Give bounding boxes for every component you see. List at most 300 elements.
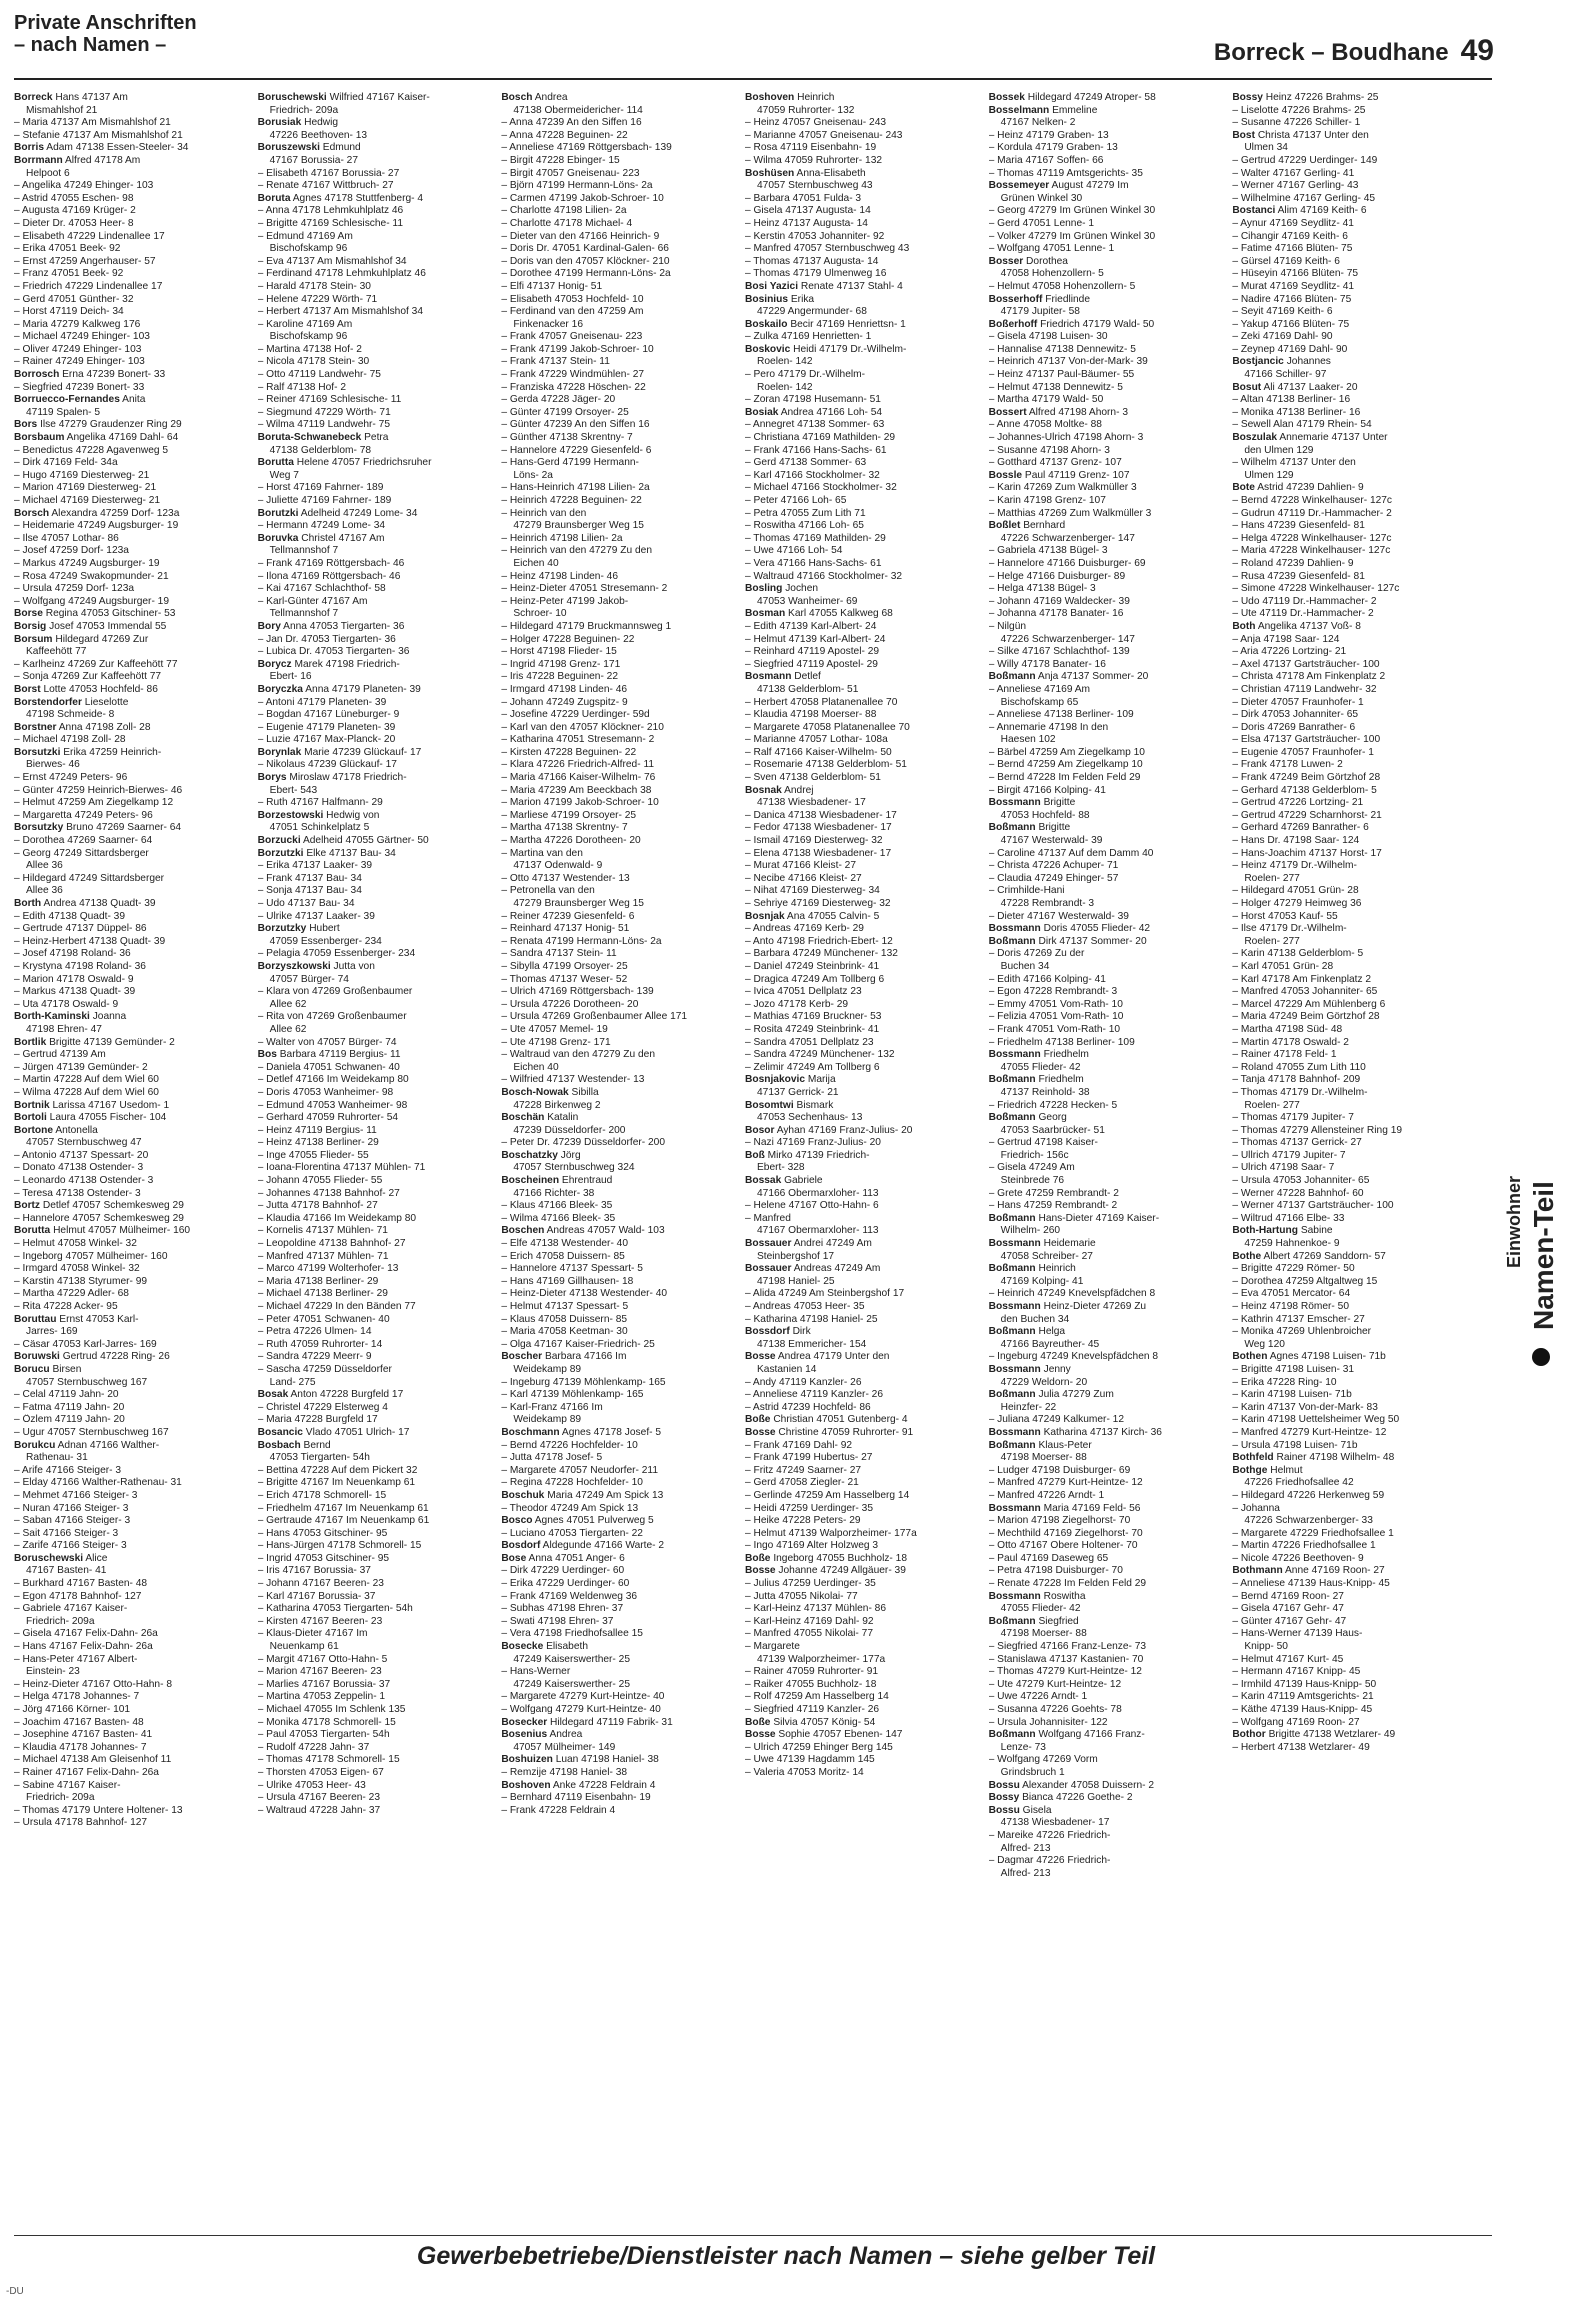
entry-surname: Boßlet	[988, 520, 1021, 532]
entry-details: 47059 Ruhrorter- 132	[757, 104, 855, 116]
directory-entry	[258, 1515, 492, 1528]
entry-details: 47138 Wiesbadener- 17	[1000, 1817, 1110, 1829]
entry-surname: Bosling	[745, 583, 783, 595]
entry-details: Allee 62	[269, 1023, 307, 1035]
entry-details: – Helmut 47137 Spessart- 5	[501, 1301, 629, 1312]
directory-entry	[501, 382, 735, 395]
entry-details: – Bogdan 47167 Lüneburger- 9	[257, 709, 400, 721]
directory-entry	[745, 1742, 979, 1755]
entry-details: – Erika 47051 Beek- 92	[14, 243, 121, 255]
directory-entry	[258, 835, 492, 848]
entry-details: – Kordula 47179 Graben- 13	[988, 142, 1118, 154]
directory-entry	[1232, 470, 1466, 483]
entry-details: Rathenau- 31	[26, 1452, 88, 1464]
entry-details: – Sibylla 47199 Orsoyer- 25	[501, 960, 628, 972]
entry-details: – Juliana 47249 Kalkumer- 12	[988, 1414, 1125, 1426]
directory-entry	[989, 1578, 1223, 1591]
entry-details: – Ingeborg 47057 Mülheimer- 160	[14, 1250, 168, 1262]
entry-details: – Pelagia 47059 Essenberger- 234	[257, 948, 416, 960]
entry-surname: Bossmann	[988, 1502, 1041, 1514]
directory-entry	[745, 885, 979, 898]
entry-details: Ali 47137 Laaker- 20	[1263, 381, 1358, 393]
directory-entry	[989, 1100, 1223, 1113]
directory-entry	[258, 482, 492, 495]
directory-entry	[989, 1062, 1223, 1075]
entry-details: Karl 47055 Kalkweg 68	[788, 608, 893, 620]
entry-details: – Günther 47138 Skrentny- 7	[501, 432, 633, 444]
directory-entry	[258, 898, 492, 911]
directory-entry	[745, 1200, 979, 1213]
entry-details: Wilhelm- 260	[1000, 1225, 1061, 1237]
entry-details: – Ursula Johannisiter- 122	[988, 1716, 1108, 1728]
entry-surname: Bosse	[745, 1729, 776, 1741]
directory-entry	[258, 1616, 492, 1629]
directory-entry	[501, 571, 735, 584]
entry-details: – Sven 47138 Gelderblom- 51	[745, 772, 881, 784]
entry-surname: Bosch	[501, 92, 533, 103]
entry-details: – Rusa 47239 Giesenfeld- 81	[1232, 570, 1365, 582]
entry-surname: Bortlik	[14, 1036, 47, 1048]
directory-entry	[989, 1666, 1223, 1679]
directory-entry	[14, 1402, 248, 1415]
entry-details: – Anna 47178 Lehmkuhlplatz 46	[257, 205, 404, 217]
entry-details: – Elsa 47137 Gartsträucher- 100	[1232, 734, 1381, 746]
directory-entry	[1232, 759, 1466, 772]
directory-entry	[1232, 268, 1466, 281]
entry-details: – Hüseyin 47166 Blüten- 75	[1232, 268, 1359, 280]
entry-details: – Ute 47057 Memel- 19	[501, 1023, 608, 1035]
directory-entry	[14, 281, 248, 294]
entry-details: – Ulrike 47053 Heer- 43	[257, 1779, 366, 1791]
directory-entry	[501, 193, 735, 206]
entry-details: – Heinz-Peter 47199 Jakob-	[501, 595, 629, 607]
directory-entry	[1232, 1351, 1466, 1364]
entry-details: – Ruth 47167 Halfmann- 29	[257, 797, 383, 809]
entry-details: – Irmhild 47139 Haus-Knipp- 50	[1232, 1678, 1377, 1690]
entry-details: 47058 Schreiber- 27	[1000, 1250, 1093, 1262]
directory-entry	[745, 1037, 979, 1050]
directory-entry	[258, 671, 492, 684]
entry-details: – Nicola 47178 Stein- 30	[257, 356, 370, 368]
directory-entry	[14, 1666, 248, 1679]
directory-entry	[501, 1339, 735, 1352]
entry-details: – Gertrud 47198 Kaiser-	[988, 1137, 1098, 1149]
entry-details: – Hermann 47167 Knipp- 45	[1232, 1666, 1361, 1678]
directory-entry	[14, 1251, 248, 1264]
directory-entry	[1232, 1377, 1466, 1390]
entry-details: 47228 Birkenweg 2	[513, 1099, 601, 1111]
entry-details: – Helga 47138 Bügel- 3	[988, 583, 1096, 595]
directory-entry	[501, 1225, 735, 1238]
entry-details: – Ioana-Florentina 47137 Mühlen- 71	[257, 1162, 426, 1174]
entry-details: – Hans-Gerd 47199 Hermann-	[501, 457, 639, 469]
directory-entry	[1232, 1452, 1466, 1465]
entry-details: – Gertrud 47229 Scharnhorst- 21	[1232, 809, 1382, 821]
entry-details: 47166 Bayreuther- 45	[1000, 1338, 1100, 1350]
entry-details: Bruno 47269 Saarner- 64	[66, 822, 182, 834]
entry-details: – Sonja 47137 Bau- 34	[257, 885, 362, 897]
entry-details: – Grete 47259 Rembrandt- 2	[988, 1187, 1119, 1199]
directory-entry	[989, 1792, 1223, 1805]
entry-details: – Leonardo 47138 Ostender- 3	[14, 1175, 154, 1187]
directory-entry	[14, 419, 248, 432]
directory-entry	[1232, 936, 1466, 949]
entry-details: 47058 Hohenzollern- 5	[1000, 268, 1104, 280]
directory-entry	[14, 319, 248, 332]
entry-details: Maria 47249 Am Spick 13	[547, 1489, 664, 1501]
entry-details: – Necibe 47166 Kleist- 27	[745, 872, 862, 884]
directory-entry	[989, 785, 1223, 798]
entry-details: Roswitha	[1043, 1590, 1086, 1602]
entry-details: – Maria 47167 Soffen- 66	[988, 154, 1104, 166]
directory-entry	[14, 797, 248, 810]
directory-entry	[1232, 1125, 1466, 1138]
entry-surname: Bossauer	[745, 1238, 792, 1250]
entry-details: – Margarete 47279 Kurt-Heintze- 40	[501, 1691, 665, 1703]
entry-surname: Borutzki	[257, 507, 299, 519]
directory-entry	[501, 495, 735, 508]
directory-entry	[258, 646, 492, 659]
entry-details: Steinbergshof 17	[757, 1250, 835, 1262]
entry-details: Ana 47055 Calvin- 5	[786, 910, 880, 922]
directory-entry	[1232, 1616, 1466, 1629]
entry-details: – Johanna 47178 Banater- 16	[988, 608, 1124, 620]
directory-entry	[989, 382, 1223, 395]
entry-details: – Marion 47199 Jakob-Schroer- 10	[501, 797, 659, 809]
entry-details: – Wilma 47059 Ruhrorter- 132	[745, 154, 883, 166]
directory-entry	[1232, 873, 1466, 886]
entry-details: – Friedhelm 47167 Im Neuenkamp 61	[257, 1502, 429, 1514]
directory-entry	[501, 608, 735, 621]
entry-details: 47169 Kolping- 41	[1000, 1275, 1084, 1287]
directory-entry	[501, 1477, 735, 1490]
entry-details: – Susanna 47226 Goehts- 78	[988, 1704, 1122, 1715]
entry-details: 47179 Jupiter- 58	[1000, 306, 1080, 318]
entry-details: – Karin 47138 Gelderblom- 5	[1232, 948, 1364, 960]
directory-entry	[501, 1389, 735, 1402]
directory-entry	[989, 961, 1223, 974]
directory-entry	[501, 1465, 735, 1478]
directory-entry	[14, 545, 248, 558]
directory-entry	[745, 1276, 979, 1289]
directory-entry	[501, 1616, 735, 1629]
directory-entry	[501, 1351, 735, 1364]
entry-details: 47198 Schmeide- 8	[26, 709, 115, 721]
entry-details: – Nazi 47169 Franz-Julius- 20	[745, 1137, 881, 1149]
directory-entry	[1232, 785, 1466, 798]
entry-surname: Borstner	[14, 721, 57, 733]
directory-entry	[501, 936, 735, 949]
directory-entry	[14, 1150, 248, 1163]
entry-details: Wilfried 47167 Kaiser-	[329, 92, 430, 103]
entry-surname: Bossauer	[745, 1263, 792, 1275]
entry-details: – Ferdinand 47178 Lehmkuhlplatz 46	[257, 268, 426, 280]
directory-entry	[1232, 432, 1466, 445]
directory-entry	[258, 92, 492, 105]
entry-details: – Kirsten 47228 Beguinen- 22	[501, 746, 637, 758]
directory-entry	[1232, 1414, 1466, 1427]
entry-details: – Gerd 47138 Sommer- 63	[745, 457, 867, 469]
entry-details: – Monika 47138 Berliner- 16	[1232, 406, 1361, 418]
entry-details: Heinz-Dieter 47269 Zu	[1043, 1301, 1147, 1312]
entry-details: – Thomas 47179 Untere Holtener- 13	[14, 1804, 183, 1816]
entry-details: – Frank 47199 Hubertus- 27	[745, 1452, 873, 1464]
directory-entry	[14, 243, 248, 256]
entry-details: – Ulrike 47137 Laaker- 39	[257, 910, 375, 922]
directory-entry	[258, 747, 492, 760]
entry-details: – Altan 47138 Berliner- 16	[1232, 394, 1351, 406]
entry-details: – Jan Dr. 47053 Tiergarten- 36	[257, 633, 396, 645]
entry-details: – Antoni 47179 Planeten- 39	[257, 696, 387, 708]
entry-details: Andrea 47179 Unter den	[777, 1351, 890, 1363]
directory-entry	[1232, 482, 1466, 495]
entry-details: – Arife 47166 Steiger- 3	[14, 1464, 122, 1476]
directory-entry	[258, 1049, 492, 1062]
entry-details: – Doris 47269 Zu der	[988, 948, 1085, 960]
directory-entry	[14, 1175, 248, 1188]
directory-entry	[745, 382, 979, 395]
directory-entry	[501, 671, 735, 684]
entry-details: – Regina 47228 Hochfelder- 10	[501, 1477, 643, 1489]
entry-details: – Hildegard 47226 Herkenweg 59	[1232, 1489, 1385, 1501]
entry-details: – Wolfgang 47051 Lenne- 1	[988, 243, 1115, 255]
entry-surname: Bossmann	[988, 1301, 1041, 1312]
entry-surname: Bosse	[745, 1351, 776, 1363]
directory-entry	[989, 92, 1223, 105]
directory-entry	[989, 470, 1223, 483]
section-title-line2: – nach Namen –	[14, 34, 167, 56]
directory-entry	[258, 218, 492, 231]
entry-details: Brigitte 47139 Gemünder- 2	[49, 1036, 175, 1048]
directory-entry	[1232, 457, 1466, 470]
directory-entry	[14, 659, 248, 672]
directory-entry	[501, 1427, 735, 1440]
entry-details: – Wilfried 47137 Westender- 13	[501, 1074, 645, 1086]
entry-details: – Martha 47179 Wald- 50	[988, 394, 1104, 406]
entry-details: Friedrich- 156c	[1000, 1149, 1069, 1161]
entry-details: – Karl 47166 Stockholmer- 32	[745, 469, 880, 481]
entry-details: – Gabriele 47167 Kaiser-	[14, 1603, 128, 1615]
entry-details: 47259 Hahnenkoe- 9	[1244, 1238, 1340, 1250]
directory-entry	[745, 558, 979, 571]
directory-entry	[745, 1440, 979, 1453]
entry-surname: Borzestowski	[257, 809, 324, 821]
entry-details: – Rainer 47249 Ehinger- 103	[14, 356, 145, 368]
entry-details: – Wilhelm 47137 Unter den	[1232, 457, 1356, 469]
entry-details: Friedrich- 209a	[26, 1792, 95, 1804]
entry-details: 47167 Borussia- 27	[269, 154, 359, 166]
directory-entry	[1232, 1188, 1466, 1201]
entry-details: – Gerlinde 47259 Am Hasselberg 14	[745, 1489, 910, 1501]
entry-details: – Heinz 47179 Graben- 13	[988, 129, 1109, 141]
directory-entry	[14, 205, 248, 218]
entry-details: – Frank 47249 Beim Görtzhof 28	[1232, 772, 1381, 784]
entry-details: Alfred- 213	[1000, 1867, 1051, 1879]
entry-details: – Helmut 47139 Karl-Albert- 24	[745, 633, 886, 645]
entry-details: 47166 Obermarxloher- 113	[757, 1187, 879, 1199]
entry-details: – Brigitte 47169 Schlesische- 11	[257, 217, 404, 229]
entry-details: – Mareike 47226 Friedrich-	[988, 1829, 1111, 1841]
directory-entry	[745, 508, 979, 521]
entry-details: – Heinz-Dieter 47167 Otto-Hahn- 8	[14, 1678, 172, 1690]
entry-details: – Edith 47166 Kolping- 41	[988, 973, 1106, 985]
entry-details: – Seyit 47169 Keith- 6	[1232, 306, 1333, 318]
directory-entry	[501, 1628, 735, 1641]
directory-entry	[745, 1074, 979, 1087]
directory-entry	[258, 684, 492, 697]
directory-entry	[258, 848, 492, 861]
directory-entry	[745, 356, 979, 369]
entry-details: – Jörg 47166 Körner- 101	[14, 1704, 131, 1715]
entry-details: – Heinz 47179 Dr.-Wilhelm-	[1232, 860, 1357, 872]
entry-details: Finkenacker 16	[513, 318, 583, 330]
entry-details: Lotte 47053 Hochfeld- 86	[43, 683, 158, 695]
entry-details: – Edmund 47053 Wanheimer- 98	[257, 1099, 408, 1111]
entry-details: – Hans 47259 Rembrandt- 2	[988, 1200, 1118, 1212]
entry-details: Albert 47269 Sanddorn- 57	[1263, 1250, 1386, 1262]
entry-details: – Thomas 47119 Amtsgerichts- 35	[988, 167, 1143, 179]
directory-entry	[501, 1440, 735, 1453]
directory-entry	[258, 445, 492, 458]
entry-details: – Marion 47178 Oswald- 9	[14, 973, 134, 985]
entry-details: Helmut	[1270, 1464, 1303, 1476]
directory-entry	[745, 1565, 979, 1578]
entry-details: – Manfred 47279 Kurt-Heintze- 12	[988, 1477, 1143, 1489]
directory-entry	[258, 382, 492, 395]
directory-entry	[258, 571, 492, 584]
entry-surname: Boß	[745, 1149, 765, 1161]
entry-details: – Heinz 47137 Paul-Bäumer- 55	[988, 369, 1135, 381]
directory-entry	[258, 331, 492, 344]
directory-entry	[14, 697, 248, 710]
directory-entry	[14, 1817, 248, 1830]
entry-surname: Boßmann	[988, 822, 1036, 834]
directory-entry	[14, 331, 248, 344]
entry-details: Renate 47137 Stahl- 4	[800, 280, 903, 292]
entry-details: – Georg 47249 Sittardsberger	[14, 847, 149, 859]
entry-details: 47053 Hochfeld- 88	[1000, 809, 1090, 821]
entry-surname: Boschän	[501, 1112, 545, 1124]
entry-details: Anne 47169 Roon- 27	[1284, 1565, 1385, 1577]
entry-details: – Barbara 47249 Münchener- 132	[745, 948, 898, 960]
entry-details: – Rainer 47178 Feld- 1	[1232, 1049, 1337, 1061]
entry-surname: Borris	[14, 142, 45, 154]
entry-details: – Käthe 47139 Haus-Knipp- 45	[1232, 1704, 1373, 1715]
directory-entry	[258, 634, 492, 647]
entry-details: Andrea	[549, 1729, 583, 1741]
directory-entry	[989, 231, 1223, 244]
directory-entry	[745, 1364, 979, 1377]
entry-details: Weg 120	[1244, 1338, 1285, 1350]
directory-entry	[258, 1465, 492, 1478]
directory-entry	[258, 1717, 492, 1730]
entry-details: – Reiner 47169 Schlesische- 11	[257, 394, 402, 406]
directory-entry	[258, 1578, 492, 1591]
entry-surname: Boße	[745, 1552, 771, 1564]
entry-details: – Wilma 47228 Auf dem Wiel 60	[14, 1086, 159, 1098]
entry-details: – Anneliese 47169 Am	[988, 683, 1091, 695]
entry-details: – Frank 47137 Stein- 11	[501, 356, 610, 368]
directory-entry	[1232, 419, 1466, 432]
entry-details: Gabriele	[784, 1175, 823, 1187]
entry-details: – Alida 47249 Am Steinbergshof 17	[745, 1288, 905, 1300]
directory-entry	[14, 1641, 248, 1654]
entry-details: – Roland 47055 Zum Lith 110	[1232, 1061, 1366, 1073]
entry-details: – Celal 47119 Jahn- 20	[14, 1389, 119, 1401]
entry-details: – Marion 47167 Beeren- 23	[257, 1666, 382, 1678]
entry-details: – Felizia 47051 Vom-Rath- 10	[988, 1011, 1124, 1023]
entry-surname: Bosancic	[257, 1426, 303, 1438]
directory-entry	[1232, 722, 1466, 735]
directory-entry	[14, 1427, 248, 1440]
directory-entry	[501, 1364, 735, 1377]
entry-details: 47138 Gelderblom- 78	[269, 444, 372, 456]
entry-details: – Claudia 47249 Ehinger- 57	[988, 872, 1119, 884]
directory-entry	[258, 1767, 492, 1780]
directory-entry	[745, 1515, 979, 1528]
directory-entry	[745, 608, 979, 621]
entry-details: – Helmut 47139 Walporzheimer- 177a	[745, 1527, 917, 1539]
directory-entry	[989, 1162, 1223, 1175]
entry-details: – Friedrich 47229 Lindenallee 17	[14, 280, 163, 292]
directory-entry	[1232, 608, 1466, 621]
entry-details: – Andreas 47169 Kerb- 29	[745, 923, 864, 935]
directory-entry	[14, 1440, 248, 1453]
directory-entry	[501, 848, 735, 861]
directory-entry	[258, 961, 492, 974]
entry-details: – Maria 47228 Winkelhauser- 127c	[1232, 545, 1391, 557]
entry-details: – Murat 47169 Seydlitz- 41	[1232, 280, 1355, 292]
entry-details: Georg	[1038, 1112, 1067, 1124]
directory-entry	[1232, 1654, 1466, 1667]
entry-details: – Michael 47169 Diesterweg- 21	[14, 495, 161, 506]
directory-entry	[501, 344, 735, 357]
entry-surname: Boßmann	[988, 1112, 1036, 1124]
page-header	[14, 6, 1494, 78]
directory-entry	[745, 495, 979, 508]
directory-entry	[14, 1591, 248, 1604]
directory-entry	[258, 1427, 492, 1440]
directory-entry	[1232, 999, 1466, 1012]
entry-details: – Ute 47279 Kurt-Heintze- 12	[988, 1678, 1122, 1690]
entry-details: – Petra 47226 Ulmen- 14	[257, 1326, 372, 1338]
directory-entry	[1232, 1301, 1466, 1314]
entry-details: – Renata 47199 Hermann-Löns- 2a	[501, 935, 662, 947]
directory-entry	[745, 646, 979, 659]
entry-details: – Irmgard 47198 Linden- 46	[501, 683, 628, 695]
entry-details: – Marlies 47167 Borussia- 37	[257, 1678, 391, 1690]
entry-surname: Borsutzky	[14, 822, 64, 834]
entry-details: – Ullrich 47179 Jupiter- 7	[1232, 1149, 1346, 1161]
entry-details: – Monika 47269 Uhlenbroicher	[1232, 1326, 1372, 1338]
entry-details: – Dieter van den 47166 Heinrich- 9	[501, 230, 660, 242]
entry-details: – Axel 47137 Gartsträucher- 100	[1232, 658, 1380, 670]
directory-entry	[14, 822, 248, 835]
directory-entry	[258, 545, 492, 558]
entry-details: – Johann 47167 Beeren- 23	[257, 1578, 384, 1590]
entry-details: – Wilma 47166 Bleek- 35	[501, 1212, 616, 1224]
directory-entry	[1232, 1162, 1466, 1175]
directory-entry	[745, 936, 979, 949]
directory-entry	[258, 1805, 492, 1818]
entry-details: – Bärbel 47259 Am Ziegelkamp 10	[988, 746, 1145, 758]
entry-surname: Bortone	[14, 1124, 54, 1136]
entry-details: – Heinrich 47198 Lilien- 2a	[501, 532, 623, 544]
directory-entry	[989, 1477, 1223, 1490]
entry-details: – Elisabeth 47167 Borussia- 27	[257, 167, 400, 179]
directory-entry	[1232, 747, 1466, 760]
directory-entry	[501, 1691, 735, 1704]
